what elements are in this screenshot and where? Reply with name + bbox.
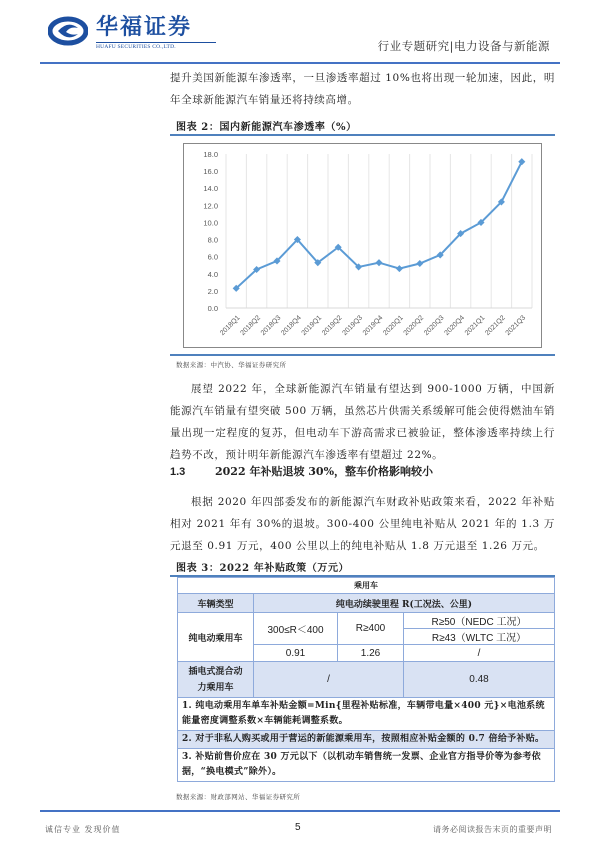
svg-text:4.0: 4.0: [207, 269, 218, 279]
bev-range-nedc: R≥50（NEDC 工况）: [404, 613, 555, 629]
svg-text:18.0: 18.0: [203, 150, 218, 159]
svg-text:6.0: 6.0: [207, 252, 218, 262]
paragraph-outlook: 展望 2022 年，全球新能源汽车销量有望达到 900-1000 万辆，中国新能源汽车销量有望突破 500 万辆，虽然芯片供需关系缓解可能会使得燃油车销量出现一定程度的复苏，但电动车下游高需求已被验证，整体渗透率持续上行趋势不改，预计明年新能源汽车渗透率有望超过 22%。: [170, 383, 555, 461]
svg-text:2019Q1: 2019Q1: [300, 314, 324, 338]
figure3-title: 图表 3：2022 年补贴政策（万元）: [176, 563, 350, 574]
footer-disclaimer: 请务必阅读报告末页的重要声明: [433, 825, 552, 834]
svg-text:2018Q1: 2018Q1: [219, 314, 242, 338]
svg-text:2020Q4: 2020Q4: [443, 314, 467, 338]
section-number: 1.3: [170, 466, 186, 478]
subsidy-policy-table: [177, 577, 555, 782]
svg-text:2019Q4: 2019Q4: [361, 314, 385, 338]
bev-range-300-400: 300≤R＜400: [254, 613, 338, 645]
svg-text:2018Q2: 2018Q2: [239, 314, 263, 338]
logo-english-name: HUAFU SECURITIES CO.,LTD.: [96, 44, 176, 50]
figure2-title-rule: [170, 134, 555, 136]
svg-text:2018Q3: 2018Q3: [259, 314, 283, 338]
svg-text:8.0: 8.0: [207, 235, 218, 245]
logo-divider: [96, 42, 216, 43]
phev-label: 插电式混合动力乘用车: [178, 662, 254, 698]
header-vehicle-type: 车辆类型: [178, 594, 254, 613]
svg-text:2021Q1: 2021Q1: [463, 314, 487, 338]
page-number: 5: [295, 822, 301, 833]
company-logo: [48, 14, 218, 50]
paragraph-intro: 提升美国新能源车渗透率，一旦渗透率超过 10%也将出现一轮加速，因此，明年全球新能源汽车销量还将持续高增。: [170, 72, 555, 106]
svg-text:16.0: 16.0: [203, 167, 218, 177]
phev-value: 0.48: [404, 662, 555, 698]
svg-text:12.0: 12.0: [203, 201, 218, 211]
bev-range-400: R≥400: [338, 613, 404, 645]
svg-text:0.0: 0.0: [207, 304, 218, 313]
svg-text:2020Q1: 2020Q1: [382, 314, 405, 338]
bev-range-wltc: R≥43（WLTC 工况）: [404, 629, 555, 645]
svg-text:10.0: 10.0: [203, 218, 218, 228]
section-heading: [170, 463, 433, 479]
svg-text:2019Q2: 2019Q2: [321, 314, 344, 338]
footer-slogan: 诚信专业 发现价值: [45, 825, 121, 834]
figure2-title: 图表 2：国内新能源汽车渗透率（%）: [176, 122, 357, 133]
bev-value-nedc: /: [404, 645, 555, 662]
huafu-logo-icon: [48, 16, 88, 46]
svg-text:2018Q4: 2018Q4: [280, 314, 303, 338]
table-caption: 乘用车: [178, 578, 555, 594]
chart-canvas: [184, 144, 540, 346]
penetration-line-chart: [183, 143, 542, 348]
logo-chinese-name: 华福证券: [96, 14, 193, 40]
header-divider: [40, 62, 560, 64]
svg-text:2.0: 2.0: [207, 286, 218, 296]
bev-value-400: 1.26: [338, 645, 404, 662]
header-range: 纯电动续驶里程 R(工况法、公里): [254, 594, 555, 613]
svg-text:2021Q3: 2021Q3: [504, 314, 528, 338]
figure2-source: 数据来源：中汽协、华福证券研究所: [176, 361, 287, 369]
table-note-3: 3. 补贴前售价应在 30 万元以下（以机动车销售统一发票、企业官方指导价等为参考依据，“换电模式”除外）。: [178, 749, 555, 782]
paragraph-subsidy: 根据 2020 年四部委发布的新能源汽车财政补贴政策来看，2022 年补贴相对 2021 年有 30%的退坡。300-400 公里纯电补贴从 2021 年的 1.3 万元退至 0.91 万元，400 公里以上的纯电补贴从 1.8 万元退至 1.26 万元。: [170, 496, 555, 552]
svg-text:2019Q3: 2019Q3: [341, 314, 365, 338]
figure3-source: 数据来源：财政部网站、华福证券研究所: [176, 793, 301, 801]
svg-text:2021Q2: 2021Q2: [484, 314, 507, 338]
bev-label: 纯电动乘用车: [178, 613, 254, 662]
figure2-bottom-rule: [170, 354, 555, 356]
table-note-1: 1. 纯电动乘用车单车补贴金额=Min{里程补贴标准，车辆带电量×400 元}×电池系统能量密度调整系数×车辆能耗调整系数。: [178, 698, 555, 731]
bev-value-300-400: 0.91: [254, 645, 338, 662]
footer-divider: [40, 810, 560, 812]
phev-value-bev-range: /: [254, 662, 404, 698]
svg-text:2020Q3: 2020Q3: [423, 314, 446, 338]
table-note-2: 2. 对于非私人购买或用于营运的新能源乘用车，按照相应补贴金额的 0.7 倍给予补贴。: [178, 731, 555, 749]
svg-text:2020Q2: 2020Q2: [402, 314, 426, 338]
report-type: 行业专题研究|电力设备与新能源: [377, 39, 550, 53]
section-title: 2022 年补贴退坡 30%，整车价格影响较小: [215, 465, 434, 478]
svg-text:14.0: 14.0: [203, 184, 218, 194]
